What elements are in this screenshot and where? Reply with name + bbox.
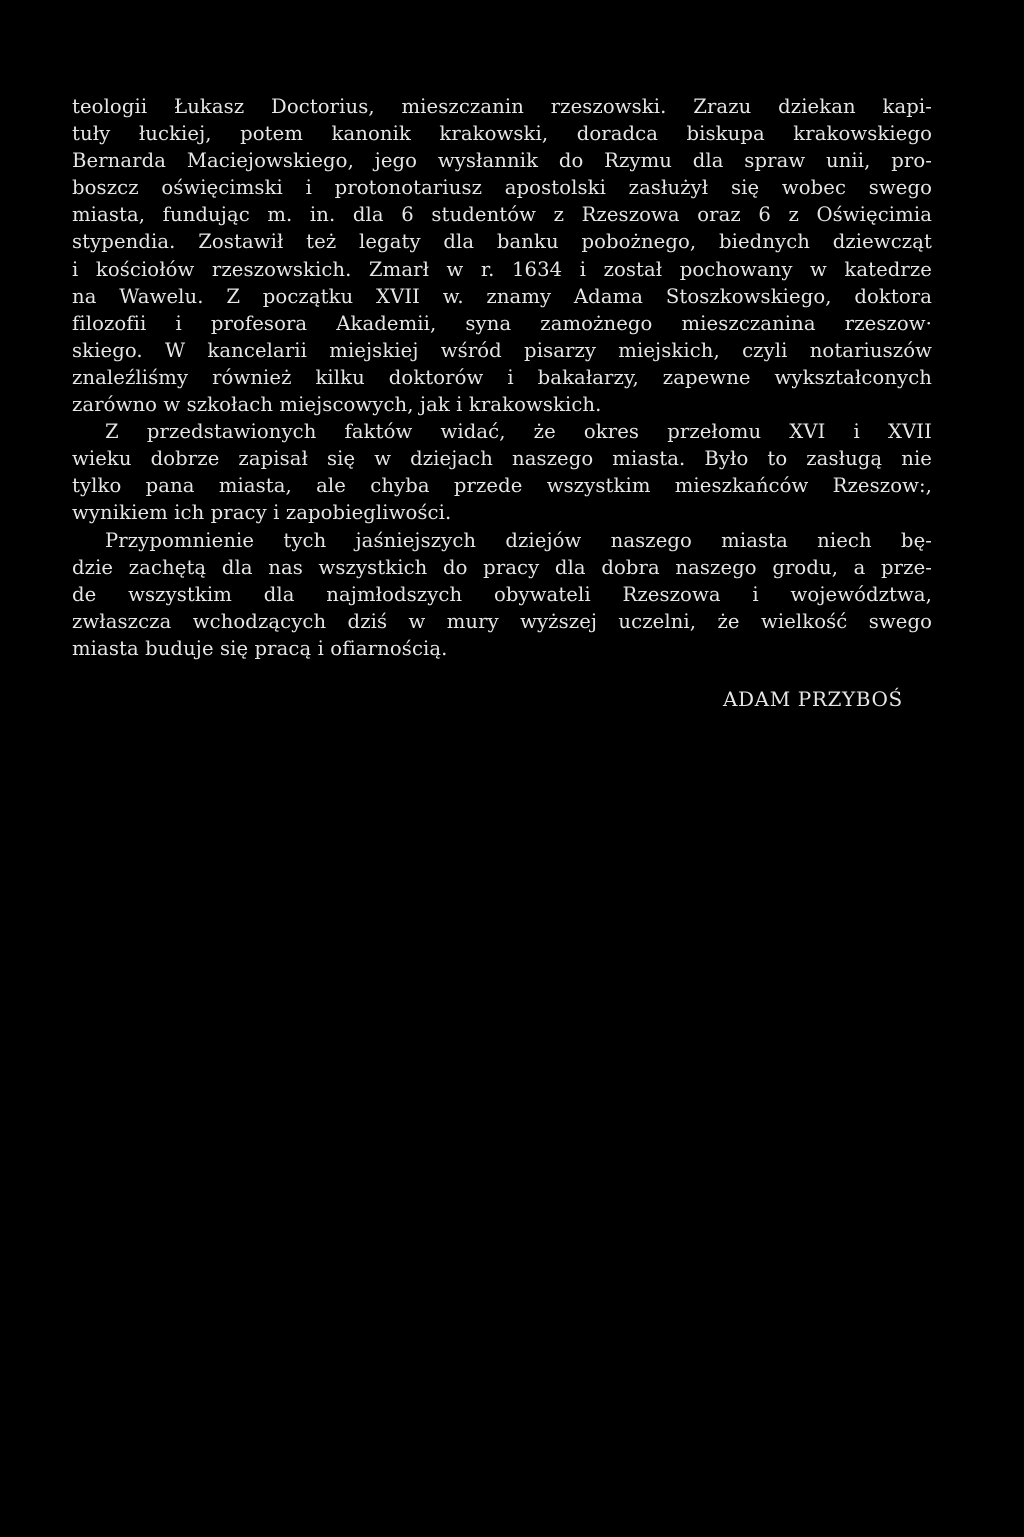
text-line: miasta buduje się pracą i ofiarnością. bbox=[72, 636, 448, 660]
body-text bbox=[72, 93, 932, 662]
text-line: na Wawelu. Z początku XVII w. znamy Adama Stoszkowskiego, doktora bbox=[72, 284, 932, 308]
paragraph-3-continued bbox=[72, 554, 932, 662]
paragraph-1 bbox=[72, 93, 932, 418]
text-line: wieku dobrze zapisał się w dziejach naszego miasta. Było to zasługą nie bbox=[72, 447, 932, 471]
text-line: miasta, fundując m. in. dla 6 studentów z Rzeszowa oraz 6 z Oświęcimia bbox=[72, 203, 932, 227]
paragraph-2 bbox=[72, 418, 932, 445]
text-line: de wszystkim dla najmłodszych obywateli Rzeszowa i województwa, bbox=[72, 582, 932, 606]
text-line: dzie zachętą dla nas wszystkich do pracy dla dobra naszego grodu, a prze- bbox=[72, 555, 932, 579]
text-line: zarówno w szkołach miejscowych, jak i krakowskich. bbox=[72, 393, 602, 417]
text-line: Przypomnienie tych jaśniejszych dziejów naszego miasta niech bę- bbox=[105, 528, 932, 552]
text-line: filozofii i profesora Akademii, syna zamożnego mieszczanina rzeszow· bbox=[72, 311, 932, 335]
paragraph-2-continued bbox=[72, 445, 932, 526]
text-line: zwłaszcza wchodzących dziś w mury wyższej uczelni, że wielkość swego bbox=[72, 609, 932, 633]
text-line: stypendia. Zostawił też legaty dla banku pobożnego, biednych dziewcząt bbox=[72, 230, 932, 254]
text-line: wynikiem ich pracy i zapobiegliwości. bbox=[72, 501, 452, 525]
text-line: Z przedstawionych faktów widać, że okres przełomu XVI i XVII bbox=[105, 420, 932, 444]
text-line: skiego. W kancelarii miejskiej wśród pisarzy miejskich, czyli notariuszów bbox=[72, 338, 932, 362]
author-signature: ADAM PRZYBOŚ bbox=[723, 687, 903, 711]
text-line: tylko pana miasta, ale chyba przede wszystkim mieszkańców Rzeszow:, bbox=[72, 474, 932, 498]
text-line: i kościołów rzeszowskich. Zmarł w r. 1634 i został pochowany w katedrze bbox=[72, 257, 932, 281]
text-line: boszcz oświęcimski i protonotariusz apostolski zasłużył się wobec swego bbox=[72, 176, 932, 200]
text-line: Bernarda Maciejowskiego, jego wysłannik do Rzymu dla spraw unii, pro- bbox=[72, 149, 932, 173]
text-line: tuły łuckiej, potem kanonik krakowski, doradca biskupa krakowskiego bbox=[72, 122, 932, 146]
paragraph-3 bbox=[72, 527, 932, 554]
text-line: znaleźliśmy również kilku doktorów i bakałarzy, zapewne wykształconych bbox=[72, 365, 932, 389]
text-line: teologii Łukasz Doctorius, mieszczanin rzeszowski. Zrazu dziekan kapi- bbox=[72, 95, 932, 118]
